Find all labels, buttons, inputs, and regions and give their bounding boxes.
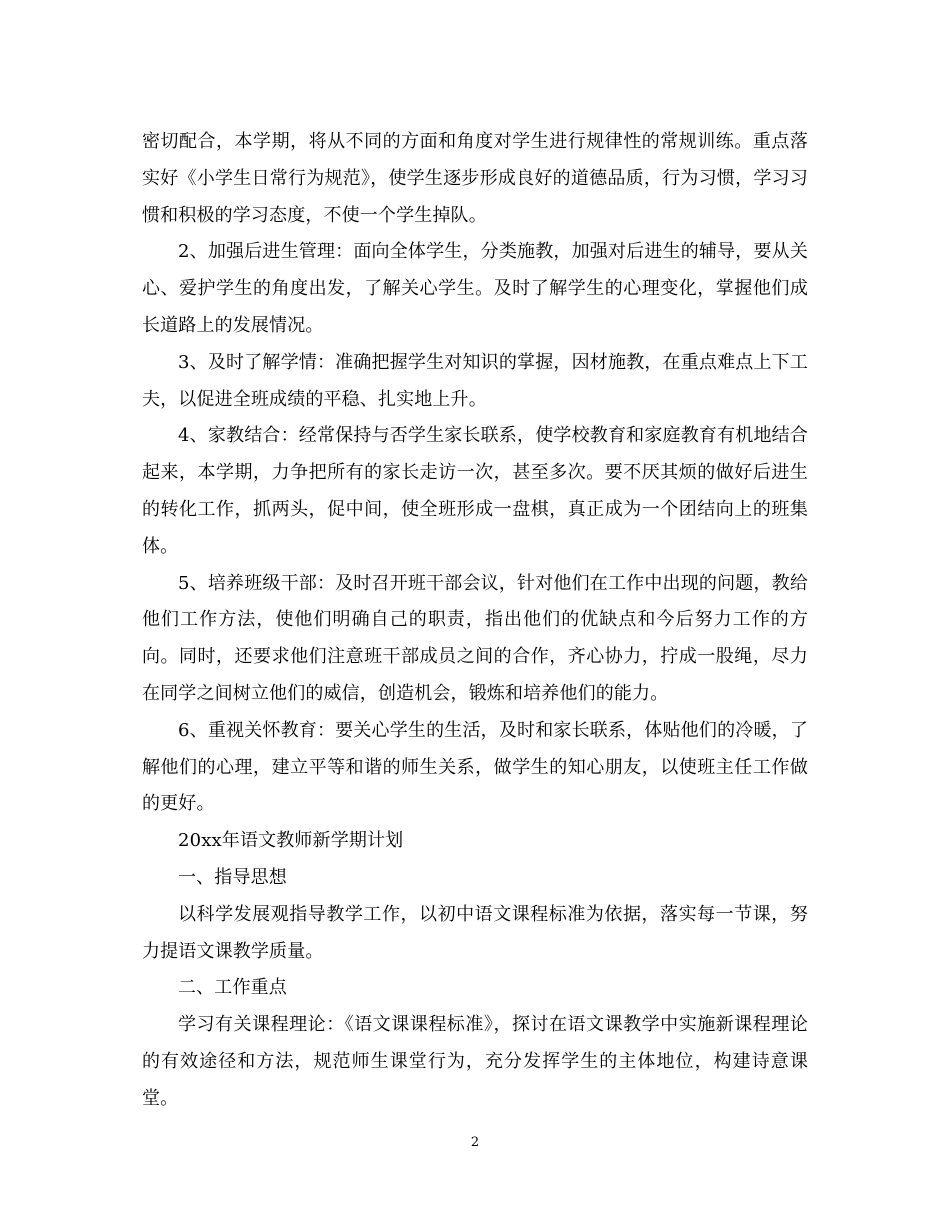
heading-work-focus: 二、工作重点	[178, 977, 287, 999]
paragraph-work-focus: 学习有关课程理论：《语文课课程标准》，探讨在语文课教学中实施新课程理论的有效途径和方法，规范师生课堂行为，充分发挥学生的主体地位，构建诗意课堂。	[142, 1014, 808, 1109]
paragraph-continuation: 密切配合，本学期，将从不同的方面和角度对学生进行规律性的常规训练。重点落实好《小学生日常行为规范》，使学生逐步形成良好的道德品质，行为习惯，学习习惯和积极的学习态度，不使一个学生掉队。	[142, 131, 808, 226]
paragraph-item-2: 2、加强后进生管理：面向全体学生，分类施教，加强对后进生的辅导，要从关心、爱护学生的角度出发，了解关心学生。及时了解学生的心理变化，掌握他们成长道路上的发展情况。	[142, 241, 808, 336]
page-number: 2	[470, 1135, 480, 1150]
section-title: 20xx年语文教师新学期计划	[178, 830, 404, 852]
paragraph-item-6: 6、重视关怀教育：要关心学生的生活，及时和家长联系，体贴他们的冷暖，了解他们的心理，建立平等和谐的师生关系，做学生的知心朋友，以使班主任工作做的更好。	[142, 719, 808, 815]
document-body	[142, 124, 808, 1118]
paragraph-item-5: 5、培养班级干部：及时召开班干部会议，针对他们在工作中出现的问题，教给他们工作方法，使他们明确自己的职责，指出他们的优缺点和今后努力工作的方向。同时，还要求他们注意班干部成员之间的合作，齐心协力，拧成一股绳，尽力在同学之间树立他们的威信，创造机会，锻炼和培养他们的能力。	[142, 572, 808, 704]
paragraph-item-3: 3、及时了解学情：准确把握学生对知识的掌握，因材施教，在重点难点上下工夫，以促进全班成绩的平稳、扎实地上升。	[142, 351, 808, 410]
paragraph-item-4: 4、家教结合：经常保持与否学生家长联系，使学校教育和家庭教育有机地结合起来，本学期，力争把所有的家长走访一次，甚至多次。要不厌其烦的做好后进生的转化工作，抓两头，促中间，使全班形成一盘棋，真正成为一个团结向上的班集体。	[142, 425, 808, 557]
paragraph-guiding-ideology: 以科学发展观指导教学工作，以初中语文课程标准为依据，落实每一节课，努力提语文课教学质量。	[142, 903, 808, 962]
heading-guiding-ideology: 一、指导思想	[178, 866, 287, 888]
